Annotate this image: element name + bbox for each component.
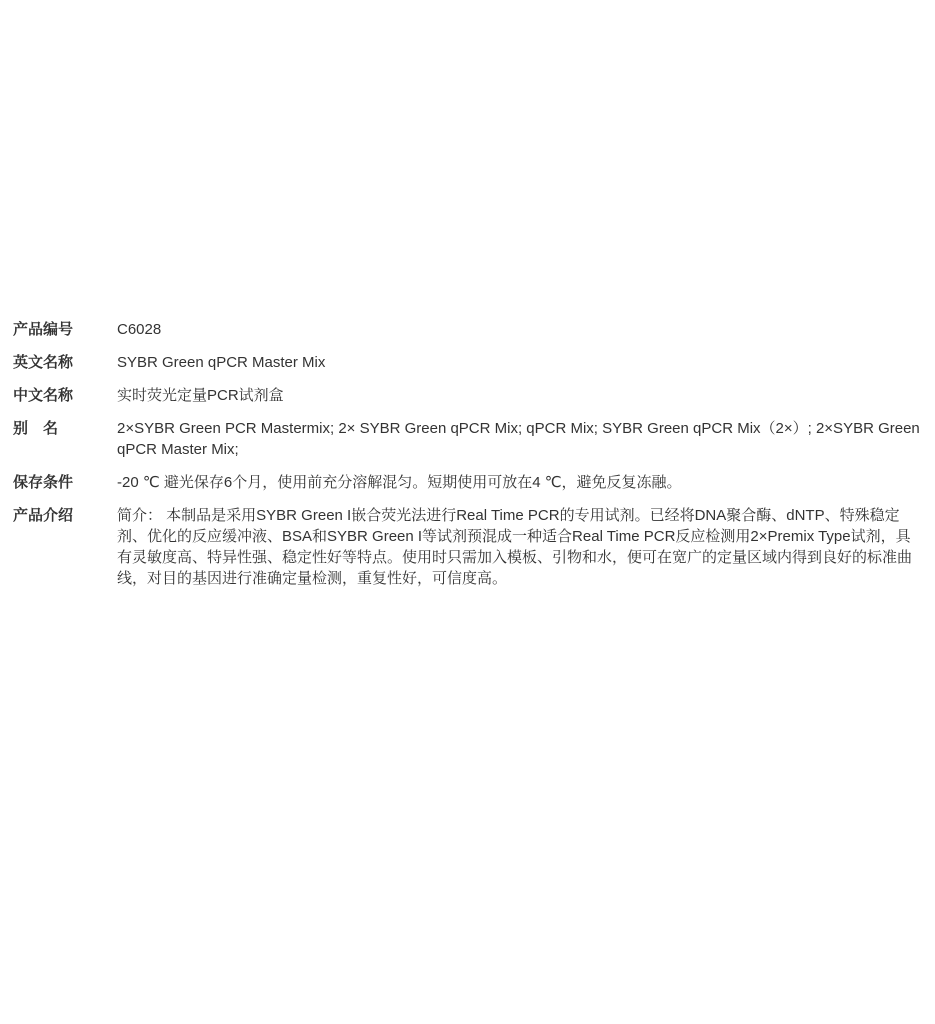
row-storage-conditions [13, 472, 920, 493]
row-alias [13, 418, 920, 460]
english-name-label: 英文名称 [13, 354, 74, 371]
product-introduction-label: 产品介绍 [13, 507, 74, 524]
product-introduction-value: 简介： 本制品是采用SYBR Green I嵌合荧光法进行Real Time PCR的专用试剂。已经将DNA聚合酶、dNTP、特殊稳定剂、优化的反应缓冲液、BSA和SYBR Green I等试剂预混成一种适合Real Time PCR反应检测用2×Premix Type试剂，具有灵敏度高、特异性强、稳定性好等特点。使用时只需加入模板、引物和水，便可在宽广的定量区域内得到良好的标准曲线，对目的基因进行准确定量检测，重复性好，可信度高。 [117, 507, 913, 587]
row-product-code [13, 319, 920, 340]
product-code-label: 产品编号 [13, 321, 74, 338]
row-product-introduction [13, 505, 920, 589]
product-info-table [13, 319, 920, 601]
alias-label: 别 名 [13, 420, 59, 437]
alias-value: 2×SYBR Green PCR Mastermix; 2× SYBR Green qPCR Mix; qPCR Mix; SYBR Green qPCR Mix（2×）; 2×SYBR Green qPCR Master Mix; [117, 420, 920, 458]
row-chinese-name [13, 385, 920, 406]
product-code-value: C6028 [117, 321, 162, 338]
storage-conditions-label: 保存条件 [13, 474, 74, 491]
chinese-name-label: 中文名称 [13, 387, 74, 404]
storage-conditions-value: -20 ℃ 避光保存6个月，使用前充分溶解混匀。短期使用可放在4 ℃，避免反复冻融。 [117, 474, 682, 491]
row-english-name [13, 352, 920, 373]
chinese-name-value: 实时荧光定量PCR试剂盒 [117, 387, 284, 404]
english-name-value: SYBR Green qPCR Master Mix [117, 354, 326, 371]
